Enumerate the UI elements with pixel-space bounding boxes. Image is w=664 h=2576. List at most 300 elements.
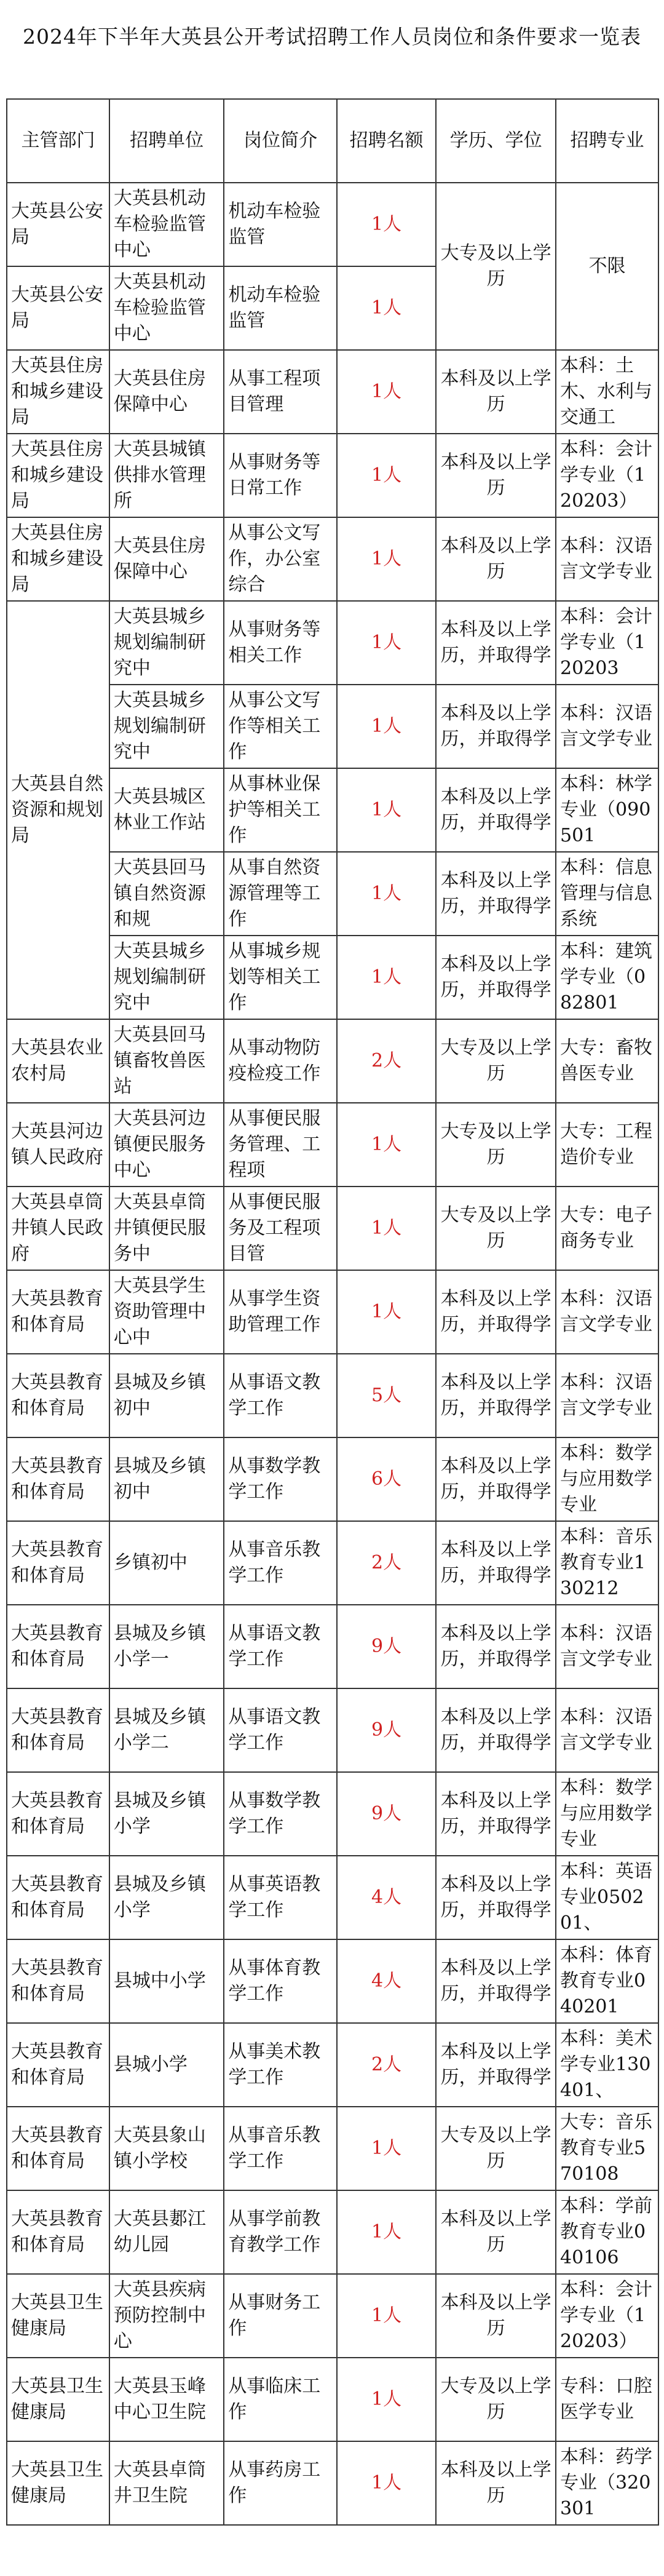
cell-count-text: 1人 [371, 297, 402, 319]
table-row [7, 1103, 658, 1187]
cell-count [337, 1772, 436, 1856]
cell-major [556, 2274, 658, 2358]
table-row [7, 1187, 658, 1270]
cell-major-text: 本科：建筑学专业（082801 [560, 940, 653, 1014]
cell-dept [7, 2441, 109, 2525]
cell-dept [7, 2023, 109, 2107]
cell-dept-text: 大英县教育和体育局 [11, 1455, 103, 1503]
cell-intro [224, 685, 337, 768]
cell-unit-text: 大英县河边镇便民服务中心 [113, 1108, 206, 1181]
cell-edu [436, 517, 556, 601]
cell-edu-text: 大专及以上学历 [440, 242, 551, 290]
cell-unit [109, 2441, 224, 2525]
cell-count-text: 1人 [371, 2137, 402, 2159]
cell-count [337, 1354, 436, 1437]
cell-intro-text: 从事语文教学工作 [228, 1372, 321, 1419]
cell-edu [436, 2358, 556, 2441]
cell-edu [436, 2107, 556, 2190]
header-major: 招聘专业 [556, 99, 658, 183]
cell-edu [436, 2274, 556, 2358]
cell-count-text: 2人 [371, 2054, 402, 2075]
cell-intro-text: 从事财务等相关工作 [228, 619, 321, 666]
cell-intro-text: 从事音乐教学工作 [228, 1539, 321, 1586]
cell-dept [7, 266, 109, 350]
cell-intro-text: 从事公文写作，办公室综合 [228, 522, 321, 595]
cell-edu [436, 936, 556, 1019]
cell-intro [224, 2107, 337, 2190]
cell-dept [7, 1605, 109, 1688]
table-row [7, 1019, 658, 1103]
cell-unit-text: 乡镇初中 [113, 1552, 188, 1573]
cell-count [337, 183, 436, 266]
cell-edu-text: 大专及以上学历 [440, 2375, 551, 2423]
cell-count-text: 1人 [371, 213, 402, 235]
cell-dept [7, 2274, 109, 2358]
cell-unit-text: 县城及乡镇初中 [113, 1455, 206, 1503]
cell-intro [224, 1437, 337, 1521]
cell-intro-text: 从事语文教学工作 [228, 1706, 321, 1754]
cell-dept [7, 517, 109, 601]
cell-unit [109, 2023, 224, 2107]
cell-edu-text: 本科及以上学历，并取得学 [440, 2041, 551, 2088]
cell-edu-text: 本科及以上学历 [440, 2292, 551, 2339]
cell-count [337, 2441, 436, 2525]
cell-major [556, 183, 658, 350]
cell-edu-text: 本科及以上学历，并取得学 [440, 619, 551, 666]
cell-edu [436, 852, 556, 936]
cell-count-text: 1人 [371, 464, 402, 486]
cell-dept [7, 1103, 109, 1187]
cell-major [556, 1103, 658, 1187]
cell-unit [109, 936, 224, 1019]
table-row [7, 1939, 658, 2023]
cell-unit-text: 大英县机动车检验监管中心 [113, 188, 206, 261]
cell-dept-text: 大英县卫生健康局 [11, 2459, 103, 2506]
cell-count [337, 1521, 436, 1605]
cell-count [337, 936, 436, 1019]
cell-intro [224, 936, 337, 1019]
table-row [7, 2023, 658, 2107]
cell-intro-text: 从事临床工作 [228, 2375, 321, 2423]
cell-major-text: 本科：会计学专业（120203） [560, 2279, 653, 2352]
cell-unit-text: 县城及乡镇小学 [113, 1874, 206, 1921]
cell-unit-text: 大英县回马镇自然资源和规 [113, 857, 206, 930]
cell-unit-text: 县城小学 [113, 2054, 188, 2075]
table-row [7, 601, 658, 685]
cell-dept-text: 大英县教育和体育局 [11, 2041, 103, 2088]
cell-major-text: 大专：音乐教育专业570108 [560, 2112, 653, 2185]
cell-count-text: 4人 [371, 1886, 402, 1908]
cell-unit [109, 1605, 224, 1688]
cell-edu-text: 大专及以上学历 [440, 1037, 551, 1084]
cell-edu-text: 本科及以上学历 [440, 368, 551, 415]
cell-major-text: 本科：数学与应用数学专业 [560, 1442, 653, 1516]
cell-dept [7, 1856, 109, 1939]
cell-major [556, 1270, 658, 1354]
cell-major-text: 本科：汉语言文学专业 [560, 535, 653, 582]
cell-unit-text: 大英县城乡规划编制研究中 [113, 690, 206, 763]
cell-unit [109, 1437, 224, 1521]
cell-intro [224, 601, 337, 685]
table-row [7, 1354, 658, 1437]
cell-major-text: 本科：会计学专业（120203 [560, 606, 653, 679]
cell-dept [7, 1772, 109, 1856]
cell-intro [224, 1019, 337, 1103]
cell-dept-text: 大英县公安局 [11, 284, 103, 332]
cell-intro [224, 266, 337, 350]
cell-major-text: 本科：汉语言文学专业 [560, 1706, 653, 1754]
cell-major-text: 大专：工程造价专业 [560, 1121, 653, 1168]
cell-dept-text: 大英县卫生健康局 [11, 2375, 103, 2423]
cell-count [337, 2107, 436, 2190]
cell-count [337, 852, 436, 936]
cell-count [337, 350, 436, 434]
cell-major [556, 601, 658, 685]
cell-count-text: 1人 [371, 2221, 402, 2243]
cell-unit-text: 大英县卓筒井镇便民服务中 [113, 1191, 206, 1265]
cell-dept [7, 1019, 109, 1103]
cell-intro [224, 1688, 337, 1772]
cell-intro [224, 1521, 337, 1605]
cell-edu [436, 1772, 556, 1856]
cell-dept [7, 350, 109, 434]
cell-count-text: 1人 [371, 799, 402, 821]
cell-major-text: 本科：英语专业050201、 [560, 1861, 653, 1934]
cell-major [556, 1437, 658, 1521]
cell-dept-text: 大英县教育和体育局 [11, 2125, 103, 2172]
table-row [7, 2441, 658, 2525]
cell-count [337, 1605, 436, 1688]
cell-major [556, 1939, 658, 2023]
cell-intro [224, 852, 337, 936]
cell-dept [7, 1270, 109, 1354]
header-edu: 学历、学位 [436, 99, 556, 183]
cell-dept [7, 1688, 109, 1772]
cell-major-text: 本科：美术学专业130401、 [560, 2028, 653, 2101]
cell-dept-text: 大英县教育和体育局 [11, 1874, 103, 1921]
cell-edu [436, 1856, 556, 1939]
cell-unit [109, 2358, 224, 2441]
cell-intro [224, 1103, 337, 1187]
table-header-row [7, 99, 658, 183]
recruitment-table [6, 98, 659, 2526]
cell-unit [109, 1270, 224, 1354]
cell-count-text: 1人 [371, 2472, 402, 2494]
cell-intro [224, 2358, 337, 2441]
cell-unit [109, 266, 224, 350]
cell-intro [224, 1772, 337, 1856]
cell-intro [224, 1605, 337, 1688]
header-unit: 招聘单位 [109, 99, 224, 183]
cell-count [337, 1437, 436, 1521]
cell-intro-text: 从事便民服务及工程项目管 [228, 1191, 321, 1265]
cell-dept-text: 大英县农业农村局 [11, 1037, 103, 1084]
cell-intro-text: 从事音乐教学工作 [228, 2125, 321, 2172]
cell-edu [436, 434, 556, 517]
cell-unit [109, 2107, 224, 2190]
cell-unit-text: 县城及乡镇小学二 [113, 1706, 206, 1754]
cell-edu [436, 685, 556, 768]
cell-count-text: 1人 [371, 1217, 402, 1239]
cell-count-text: 4人 [371, 1970, 402, 1992]
cell-edu-text: 本科及以上学历，并取得学 [440, 1539, 551, 1586]
cell-unit-text: 大英县城区林业工作站 [113, 786, 206, 833]
cell-major-text: 本科：药学专业（320301 [560, 2446, 653, 2519]
cell-edu [436, 1605, 556, 1688]
cell-edu [436, 768, 556, 852]
cell-intro [224, 2274, 337, 2358]
table-body [7, 183, 658, 2525]
cell-intro-text: 从事动物防疫检疫工作 [228, 1037, 321, 1084]
cell-edu-text: 本科及以上学历，并取得学 [440, 1957, 551, 2005]
cell-major [556, 2107, 658, 2190]
cell-intro-text: 从事体育教学工作 [228, 1957, 321, 2005]
cell-unit [109, 1019, 224, 1103]
cell-edu-text: 大专及以上学历 [440, 1121, 551, 1168]
cell-major-text: 大专：畜牧兽医专业 [560, 1037, 653, 1084]
cell-dept-text: 大英县教育和体育局 [11, 1288, 103, 1335]
cell-unit-text: 大英县城乡规划编制研究中 [113, 606, 206, 679]
cell-intro-text: 从事英语教学工作 [228, 1874, 321, 1921]
table-row [7, 350, 658, 434]
cell-dept [7, 1354, 109, 1437]
cell-count-text: 9人 [371, 1636, 402, 1657]
cell-unit-text: 大英县回马镇畜牧兽医站 [113, 1024, 206, 1097]
cell-intro-text: 从事自然资源管理等工作 [228, 857, 321, 930]
cell-major-text: 本科：会计学专业（120203） [560, 439, 653, 512]
cell-edu [436, 350, 556, 434]
cell-edu [436, 1521, 556, 1605]
cell-major [556, 350, 658, 434]
cell-unit-text: 县城及乡镇初中 [113, 1372, 206, 1419]
cell-dept [7, 183, 109, 266]
cell-intro-text: 从事药房工作 [228, 2459, 321, 2506]
cell-major-text: 本科：学前教育专业040106 [560, 2195, 653, 2268]
cell-edu [436, 1688, 556, 1772]
cell-major-text: 大专：电子商务专业 [560, 1204, 653, 1252]
cell-count-text: 1人 [371, 1301, 402, 1322]
cell-major [556, 768, 658, 852]
cell-intro [224, 517, 337, 601]
cell-unit [109, 1521, 224, 1605]
cell-intro [224, 350, 337, 434]
cell-count [337, 434, 436, 517]
cell-intro [224, 1354, 337, 1437]
table-row [7, 183, 658, 266]
cell-dept-text: 大英县住房和城乡建设局 [11, 355, 103, 428]
cell-edu [436, 601, 556, 685]
cell-count-text: 1人 [371, 2388, 402, 2410]
cell-dept-text: 大英县教育和体育局 [11, 2208, 103, 2256]
cell-major-text: 本科：音乐教育专业130212 [560, 1526, 653, 1599]
table-row [7, 2274, 658, 2358]
cell-count [337, 2274, 436, 2358]
header-dept: 主管部门 [7, 99, 109, 183]
cell-edu [436, 2023, 556, 2107]
cell-intro-text: 从事美术教学工作 [228, 2041, 321, 2088]
cell-count-text: 1人 [371, 966, 402, 988]
cell-unit-text: 大英县住房保障中心 [113, 368, 206, 415]
cell-intro-text: 机动车检验监管 [228, 201, 321, 248]
cell-dept [7, 2358, 109, 2441]
cell-unit-text: 县城及乡镇小学 [113, 1790, 206, 1837]
cell-edu-text: 本科及以上学历，并取得学 [440, 786, 551, 833]
cell-dept-text: 大英县教育和体育局 [11, 1372, 103, 1419]
cell-major-text: 本科：汉语言文学专业 [560, 1288, 653, 1335]
cell-count-text: 1人 [371, 1134, 402, 1155]
cell-edu [436, 183, 556, 350]
cell-intro [224, 2023, 337, 2107]
cell-count-text: 9人 [371, 1803, 402, 1824]
cell-intro-text: 从事便民服务管理、工程项 [228, 1108, 321, 1181]
cell-major [556, 852, 658, 936]
table-row [7, 1437, 658, 1521]
table-row [7, 517, 658, 601]
cell-unit [109, 2190, 224, 2274]
cell-major [556, 936, 658, 1019]
cell-dept [7, 1939, 109, 2023]
cell-dept-text: 大英县自然资源和规划局 [11, 773, 103, 846]
cell-dept-text: 大英县教育和体育局 [11, 1623, 103, 1670]
cell-dept-text: 大英县卫生健康局 [11, 2292, 103, 2339]
cell-edu [436, 1354, 556, 1437]
cell-unit [109, 1772, 224, 1856]
cell-unit-text: 大英县卓筒井卫生院 [113, 2459, 206, 2506]
cell-count [337, 1019, 436, 1103]
cell-edu-text: 本科及以上学历，并取得学 [440, 1706, 551, 1754]
cell-major [556, 1354, 658, 1437]
cell-edu-text: 本科及以上学历 [440, 535, 551, 582]
cell-major [556, 1187, 658, 1270]
cell-edu-text: 本科及以上学历 [440, 451, 551, 499]
table-row [7, 434, 658, 517]
header-intro: 岗位简介 [224, 99, 337, 183]
cell-dept-text: 大英县教育和体育局 [11, 1706, 103, 1754]
cell-count-text: 2人 [371, 1552, 402, 1573]
cell-unit [109, 2274, 224, 2358]
cell-dept-text: 大英县卓筒井镇人民政府 [11, 1191, 103, 1265]
cell-intro [224, 1856, 337, 1939]
cell-edu-text: 本科及以上学历，并取得学 [440, 1874, 551, 1921]
cell-edu [436, 1103, 556, 1187]
cell-dept-text: 大英县住房和城乡建设局 [11, 522, 103, 595]
cell-unit [109, 1856, 224, 1939]
cell-edu [436, 1939, 556, 2023]
cell-major [556, 1019, 658, 1103]
cell-count [337, 2190, 436, 2274]
cell-count-text: 1人 [371, 632, 402, 653]
cell-unit-text: 大英县城乡规划编制研究中 [113, 940, 206, 1014]
table-row [7, 2190, 658, 2274]
cell-count-text: 1人 [371, 2305, 402, 2326]
cell-dept [7, 1437, 109, 1521]
cell-major [556, 1856, 658, 1939]
cell-edu [436, 2190, 556, 2274]
header-count: 招聘名额 [337, 99, 436, 183]
cell-unit-text: 大英县住房保障中心 [113, 535, 206, 582]
cell-count-text: 6人 [371, 1468, 402, 1490]
cell-edu-text: 本科及以上学历，并取得学 [440, 1455, 551, 1503]
cell-intro [224, 768, 337, 852]
cell-major [556, 517, 658, 601]
cell-count-text: 1人 [371, 883, 402, 904]
cell-intro-text: 从事城乡规划等相关工作 [228, 940, 321, 1014]
cell-count [337, 1939, 436, 2023]
cell-major-text: 本科：林学专业（090501 [560, 773, 653, 846]
cell-unit-text: 大英县疾病预防控制中心 [113, 2279, 206, 2352]
cell-unit [109, 183, 224, 266]
cell-major-text: 本科：土木、水利与交通工 [560, 355, 653, 428]
cell-count [337, 1688, 436, 1772]
cell-edu-text: 大专及以上学历 [440, 1204, 551, 1252]
cell-count-text: 9人 [371, 1719, 402, 1741]
cell-unit [109, 685, 224, 768]
cell-intro [224, 1939, 337, 2023]
page-title: 2024年下半年大英县公开考试招聘工作人员岗位和条件要求一览表 [23, 25, 641, 49]
cell-edu-text: 本科及以上学历，并取得学 [440, 1372, 551, 1419]
cell-unit [109, 1354, 224, 1437]
cell-intro-text: 从事学生资助管理工作 [228, 1288, 321, 1335]
cell-intro [224, 183, 337, 266]
cell-major [556, 685, 658, 768]
cell-major [556, 2358, 658, 2441]
cell-edu [436, 2441, 556, 2525]
cell-dept [7, 1521, 109, 1605]
cell-major [556, 1521, 658, 1605]
cell-unit-text: 县城及乡镇小学一 [113, 1623, 206, 1670]
cell-count-text: 5人 [371, 1385, 402, 1406]
cell-count [337, 2358, 436, 2441]
table-row [7, 1605, 658, 1688]
cell-unit [109, 852, 224, 936]
cell-unit-text: 大英县郪江幼儿园 [113, 2208, 206, 2256]
cell-unit [109, 768, 224, 852]
cell-dept-text: 大英县教育和体育局 [11, 1539, 103, 1586]
cell-dept-text: 大英县河边镇人民政府 [11, 1121, 103, 1168]
cell-edu-text: 本科及以上学历 [440, 2208, 551, 2256]
cell-count-text: 1人 [371, 548, 402, 570]
cell-count [337, 1270, 436, 1354]
cell-intro-text: 从事语文教学工作 [228, 1623, 321, 1670]
cell-edu [436, 1437, 556, 1521]
cell-intro-text: 从事财务工作 [228, 2292, 321, 2339]
table-row [7, 2107, 658, 2190]
cell-dept [7, 1187, 109, 1270]
cell-intro-text: 从事数学教学工作 [228, 1790, 321, 1837]
cell-unit-text: 大英县城镇供排水管理所 [113, 439, 206, 512]
cell-major [556, 2190, 658, 2274]
cell-intro [224, 1270, 337, 1354]
cell-dept [7, 601, 109, 1019]
cell-count [337, 1856, 436, 1939]
cell-count-text: 1人 [371, 381, 402, 402]
cell-count [337, 266, 436, 350]
cell-intro-text: 从事学前教育教学工作 [228, 2208, 321, 2256]
cell-major-text: 本科：体育教育专业040201 [560, 1944, 653, 2017]
cell-unit [109, 1103, 224, 1187]
cell-unit [109, 1939, 224, 2023]
cell-count [337, 1103, 436, 1187]
cell-edu-text: 本科及以上学历，并取得学 [440, 953, 551, 1001]
cell-unit-text: 大英县学生资助管理中心中 [113, 1275, 206, 1348]
cell-count [337, 517, 436, 601]
cell-major-text: 本科：信息管理与信息系统 [560, 857, 653, 930]
cell-major-text: 本科：汉语言文学专业 [560, 1623, 653, 1670]
cell-dept-text: 大英县教育和体育局 [11, 1957, 103, 2005]
cell-edu-text: 本科及以上学历，并取得学 [440, 702, 551, 750]
cell-unit [109, 434, 224, 517]
cell-edu-text: 本科及以上学历，并取得学 [440, 1623, 551, 1670]
